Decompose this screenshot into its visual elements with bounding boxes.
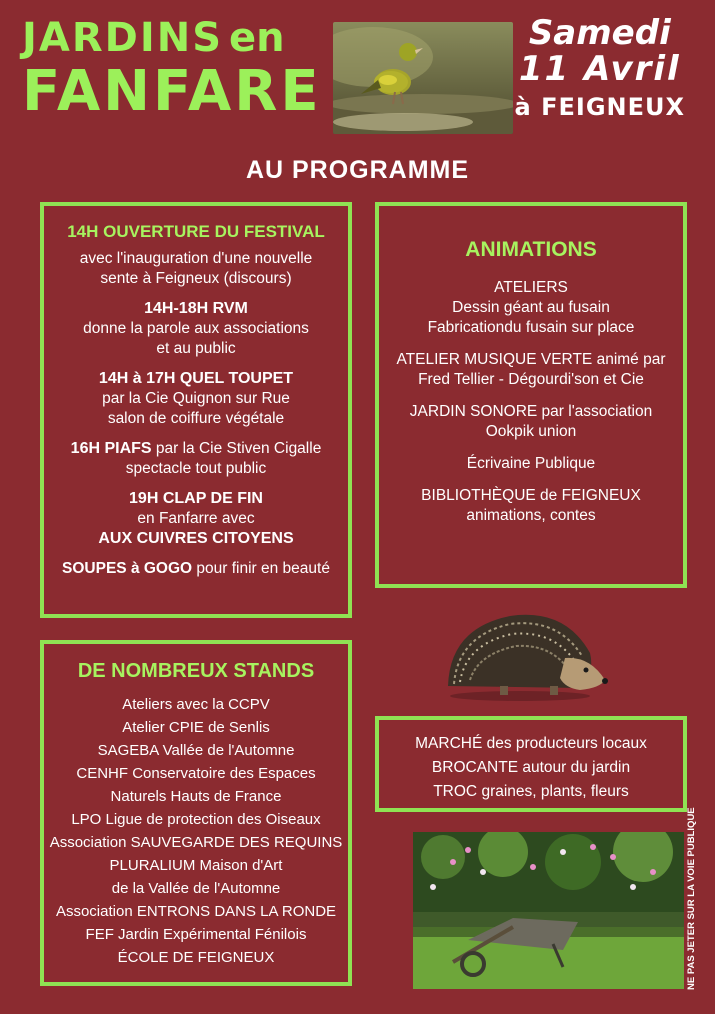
musique-title: ATELIER MUSIQUE VERTE [396,351,593,368]
clap-text: en Fanfarre avec [137,510,255,527]
biblio-text: animations, contes [466,507,596,524]
date-day: Samedi [528,13,671,53]
title-en: en [229,15,285,61]
brocante-title: BROCANTE [431,759,519,776]
troc-text: graines, plants, fleurs [477,783,629,800]
toupet-text: par la Cie Quignon sur Rue [102,390,290,407]
marche-text: des producteurs locaux [482,735,647,752]
greenfinch-photo [333,22,513,134]
soupes-text: pour finir en beauté [192,560,330,577]
stand-item: Association ENTRONS DANS LA RONDE [55,903,337,920]
stand-item: LPO Ligue de protection des Oiseaux [71,811,321,828]
festival-title [22,15,322,124]
stand-item: PLURALIUM Maison d'Art [109,857,283,874]
stand-item: Atelier CPIE de Senlis [122,719,270,736]
stand-item: Naturels Hauts de France [110,788,282,805]
ateliers-title: ATELIERS [494,279,568,296]
stand-item: Association SAUVEGARDE DES REQUINS [49,834,343,851]
opening-heading: 14H OUVERTURE DU FESTIVAL [67,222,325,241]
sonore-title: JARDIN SONORE [409,403,538,420]
title-fanfare: FANFARE [22,59,322,124]
event-date [514,13,685,122]
rvm-text: et au public [156,340,236,357]
stand-item: CENHF Conservatoire des Espaces [76,765,316,782]
ateliers-item: Fabricationdu fusain sur place [427,319,635,336]
ecrivaine: Écrivaine Publique [466,455,596,472]
soupes-title: SOUPES à GOGO [62,560,193,577]
hedgehog-illustration [440,598,610,703]
title-jardins: JARDINS [22,15,224,61]
musique-inline: animé par [592,351,666,368]
clap-band: AUX CUIVRES CITOYENS [98,530,294,547]
piafs-title: 16H PIAFS [70,440,152,457]
stand-item: Ateliers avec la CCPV [122,696,270,713]
biblio-title: BIBLIOTHÈQUE de FEIGNEUX [421,487,641,504]
marche-title: MARCHÉ [415,735,483,752]
brocante-text: autour du jardin [518,759,631,776]
stand-item: SAGEBA Vallée de l'Automne [97,742,295,759]
piafs-text: spectacle tout public [125,460,267,477]
disposal-notice: NE PAS JETER SUR LA VOIE PUBLIQUE [686,807,697,990]
toupet-title: 14H à 17H QUEL TOUPET [98,370,294,387]
event-place: à FEIGNEUX [514,93,685,122]
animations-box [375,202,687,588]
programme-title: AU PROGRAMME [245,156,470,184]
rvm-title: 14H-18H RVM [144,300,248,317]
clap-title: 19H CLAP DE FIN [129,490,263,507]
intro-line: avec l'inauguration d'une nouvelle [79,250,313,267]
troc-title: TROC [433,783,478,800]
stands-heading: DE NOMBREUX STANDS [77,660,315,682]
stand-item: ÉCOLE DE FEIGNEUX [117,949,275,966]
stand-item: FEF Jardin Expérimental Fénilois [85,926,307,943]
piafs-inline: par la Cie Stiven Cigalle [151,440,322,457]
ateliers-item: Dessin géant au fusain [452,299,610,316]
date-number: 11 Avril [518,48,681,89]
animations-heading: ANIMATIONS [465,238,597,261]
toupet-text: salon de coiffure végétale [107,410,285,427]
musique-text: Fred Tellier - Dégourdi'son et Cie [418,371,644,388]
rvm-text: donne la parole aux associations [83,320,309,337]
market-box [375,716,687,812]
intro-line: sente à Feigneux (discours) [100,270,292,287]
stand-item: de la Vallée de l'Automne [111,880,281,897]
stands-box [40,640,352,986]
sonore-inline: par l'association [537,403,653,420]
sonore-text: Ookpik union [485,423,577,440]
programme-box [40,202,352,618]
garden-wheelbarrow-photo [413,832,684,989]
